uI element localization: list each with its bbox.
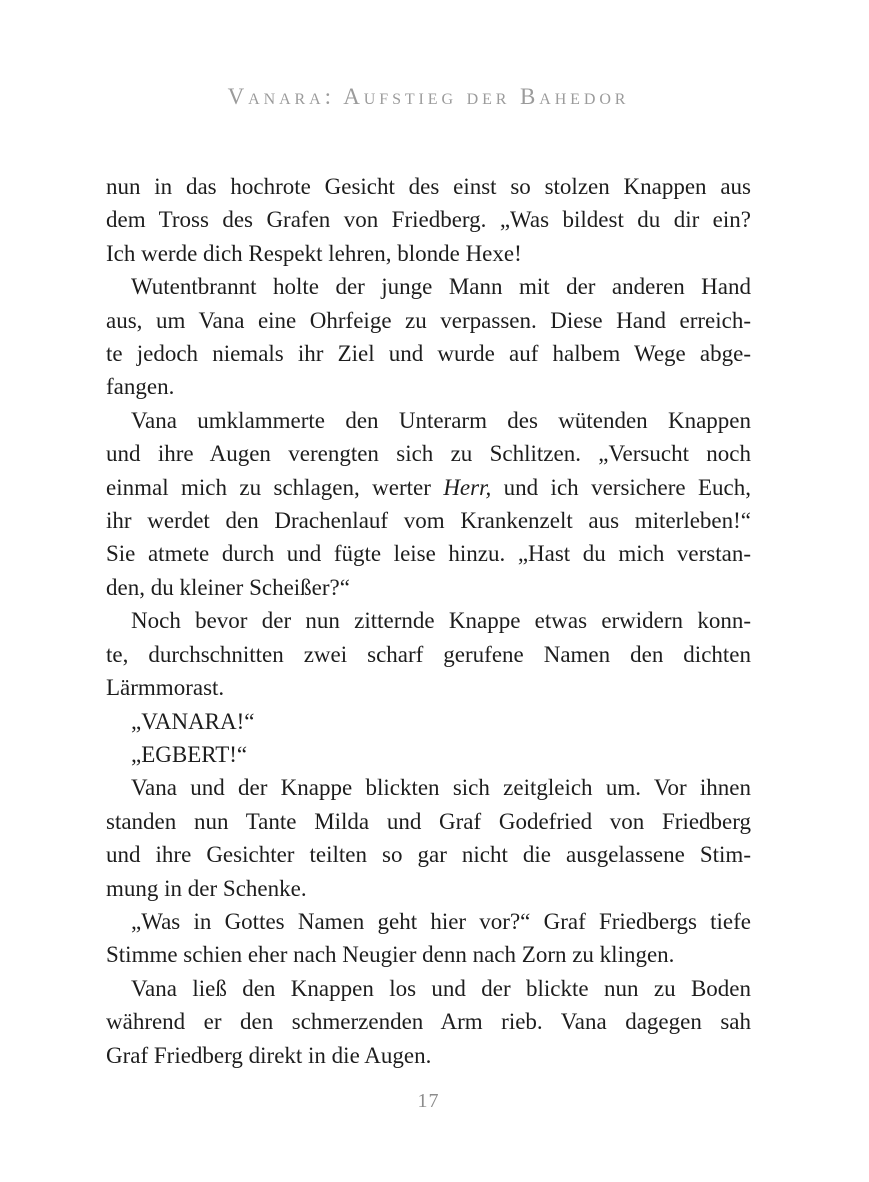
text-line <box>106 170 751 203</box>
text-segment: und ich versichere Euch, <box>491 474 751 500</box>
text-line <box>106 1039 751 1072</box>
text-line <box>106 638 751 671</box>
text-segment: Lärmmorast. <box>106 675 225 701</box>
text-line <box>106 905 751 938</box>
text-segment: „EGBERT!“ <box>131 741 248 767</box>
text-segment: Graf Friedberg direkt in die Augen. <box>106 1042 432 1068</box>
text-line <box>106 838 751 871</box>
text-segment: mung in der Schenke. <box>106 875 307 901</box>
text-line <box>106 237 751 270</box>
running-header-title: Vanara: Aufstieg der Bahedor <box>227 84 630 109</box>
text-line <box>106 537 751 570</box>
text-line <box>106 370 751 403</box>
text-line <box>106 270 751 303</box>
text-line <box>106 705 751 738</box>
emphasized-word: Herr, <box>443 474 492 500</box>
text-line <box>106 504 751 537</box>
text-segment: fangen. <box>106 374 175 400</box>
text-segment: Sie atmete durch und fügte leise hinzu. „Hast du mich verstan- <box>106 541 751 567</box>
text-segment: Vana ließ den Knappen los und der blickte nun zu Boden <box>131 975 751 1001</box>
text-segment: te jedoch niemals ihr Ziel und wurde auf halbem Wege abge- <box>106 341 751 367</box>
text-segment: nun in das hochrote Gesicht des einst so stolzen Knappen aus <box>106 174 751 199</box>
text-line <box>106 738 751 771</box>
text-segment: und ihre Gesichter teilten so gar nicht die ausgelassene Stim- <box>106 842 751 868</box>
text-segment: einmal mich zu schlagen, werter <box>106 474 444 500</box>
text-segment: Vana und der Knappe blickten sich zeitgleich um. Vor ihnen <box>131 775 751 801</box>
text-segment: und ihre Augen verengten sich zu Schlitzen. „Versucht noch <box>106 441 751 467</box>
text-segment: während er den schmerzenden Arm rieb. Vana dagegen sah <box>106 1009 751 1035</box>
text-line <box>106 805 751 838</box>
text-line <box>106 203 751 236</box>
text-line <box>106 771 751 804</box>
text-line <box>106 471 751 504</box>
text-segment: Wutentbrannt holte der junge Mann mit der anderen Hand <box>131 274 751 300</box>
text-line <box>106 604 751 637</box>
text-line <box>106 1005 751 1038</box>
text-line <box>106 671 751 704</box>
text-line <box>106 972 751 1005</box>
text-line <box>106 872 751 905</box>
text-segment: Ich werde dich Respekt lehren, blonde Hexe! <box>106 240 522 266</box>
text-line <box>106 571 751 604</box>
text-segment: te, durchschnitten zwei scharf gerufene Namen den dichten <box>106 641 751 667</box>
text-segment: den, du kleiner Scheißer?“ <box>106 574 350 600</box>
text-segment: standen nun Tante Milda und Graf Godefried von Friedberg <box>106 808 751 834</box>
text-segment: aus, um Vana eine Ohrfeige zu verpassen. Diese Hand erreich- <box>106 307 751 333</box>
text-segment: Noch bevor der nun zitternde Knappe etwas erwidern konn- <box>131 608 751 634</box>
text-line <box>106 938 751 971</box>
text-segment: dem Tross des Grafen von Friedberg. „Was bildest du dir ein? <box>106 207 751 233</box>
text-segment: ihr werdet den Drachenlauf vom Krankenzelt aus miterleben!“ <box>106 508 751 534</box>
text-segment: Vana umklammerte den Unterarm des wütenden Knappen <box>131 407 751 433</box>
page-number: 17 <box>417 1090 440 1112</box>
text-segment: „VANARA!“ <box>131 708 255 734</box>
text-line <box>106 437 751 470</box>
text-line <box>106 337 751 370</box>
text-line <box>106 304 751 337</box>
text-segment: Stimme schien eher nach Neugier denn nach Zorn zu klingen. <box>106 942 675 968</box>
text-segment: „Was in Gottes Namen geht hier vor?“ Graf Friedbergs tiefe <box>131 908 751 934</box>
body-text <box>106 170 751 1072</box>
text-line <box>106 404 751 437</box>
